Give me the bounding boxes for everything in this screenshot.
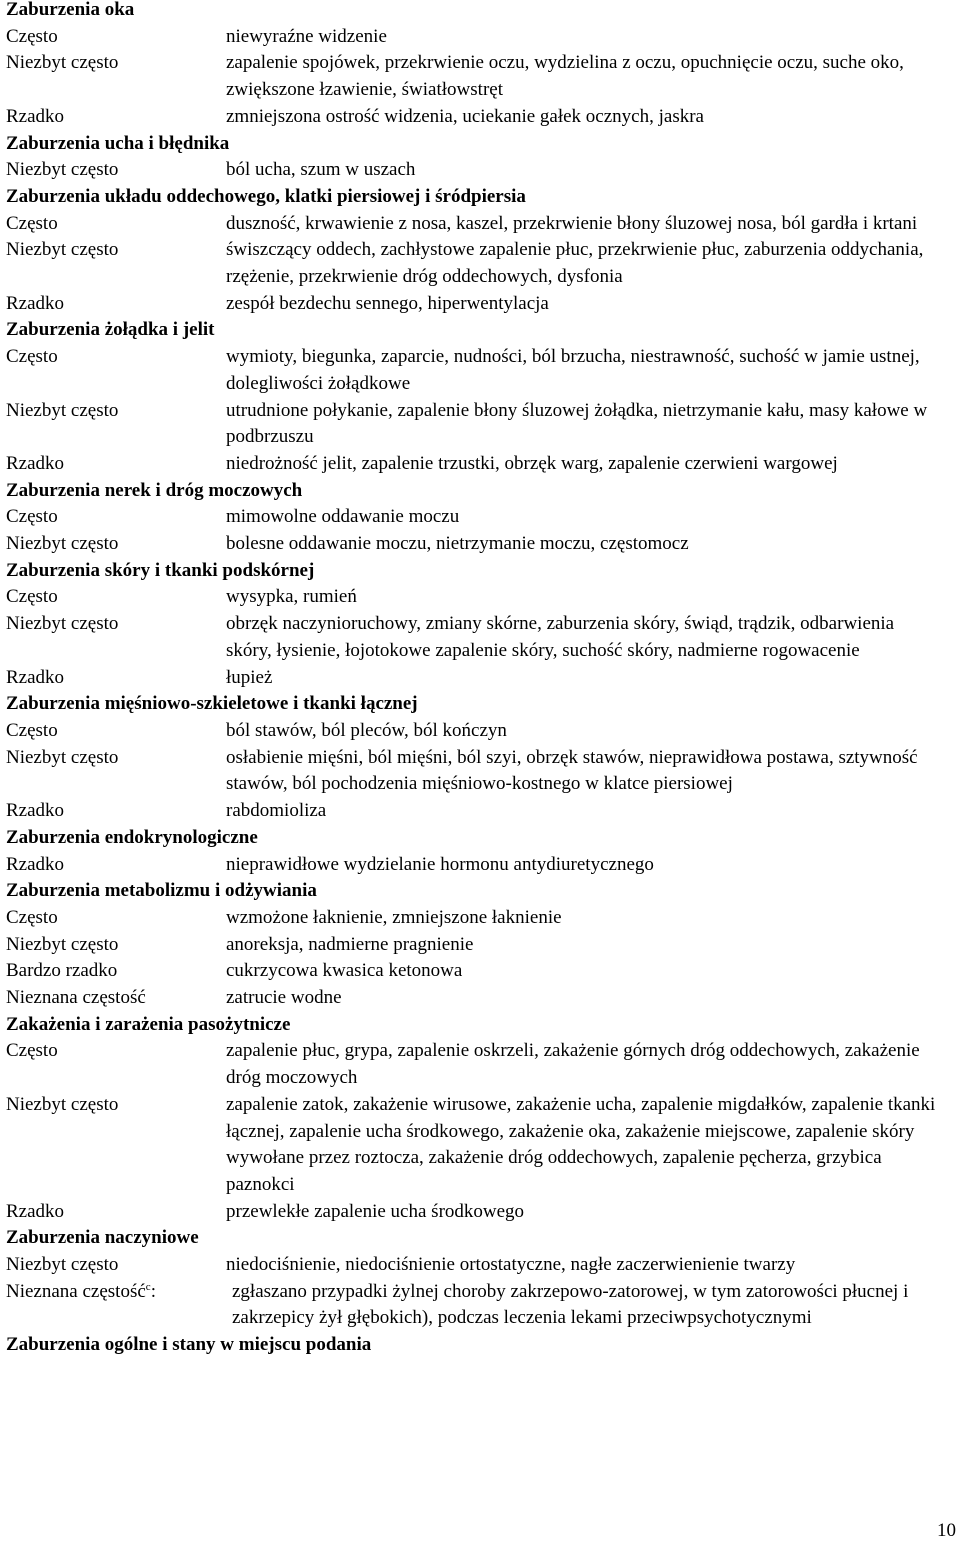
effect-row: [6, 451, 942, 478]
effect-row: [6, 1279, 942, 1332]
effect-row: [6, 745, 942, 798]
page-number: 10: [937, 1520, 956, 1541]
frequency-text: Rzadko: [6, 452, 65, 474]
frequency-text: Nieznana częstość: [6, 987, 146, 1009]
effects-text: zmniejszona ostrość widzenia, uciekanie gałek ocznych, jaskra: [226, 105, 704, 127]
effect-row: [6, 1252, 942, 1279]
effect-row: [6, 852, 942, 879]
section-heading: Zaburzenia naczyniowe: [6, 1227, 199, 1249]
section-heading: Zaburzenia oka: [6, 0, 135, 20]
section-heading: Zaburzenia metabolizmu i odżywiania: [6, 880, 317, 902]
frequency-label: [6, 211, 226, 238]
frequency-label: [6, 611, 226, 664]
effects-text: obrzęk naczynioruchowy, zmiany skórne, zaburzenia skóry, świąd, trądzik, odbarwienia skóry, łysienie, łojotokowe zapalenie skóry, suchość skóry, nadmierne rogowacenie: [226, 613, 895, 661]
section: [6, 317, 942, 477]
effects-text: osłabienie mięśni, ból mięśni, ból szyi, obrzęk stawów, nieprawidłowa postawa, sztywność stawów, ból pochodzenia mięśniowo-kostnego w klatce piersiowej: [226, 746, 918, 795]
frequency-label: [6, 718, 226, 745]
frequency-text: Często: [6, 212, 58, 234]
section-heading: Zaburzenia ucha i błędnika: [6, 132, 230, 154]
effect-row: [6, 932, 942, 959]
frequency-text: Rzadko: [6, 105, 65, 127]
frequency-label: [6, 451, 226, 478]
frequency-text: Niezbyt często: [6, 1093, 119, 1115]
section: [6, 558, 942, 692]
effects-text: zespół bezdechu sennego, hiperwentylacja: [226, 292, 549, 314]
effect-row: [6, 985, 942, 1012]
effect-row: [6, 211, 942, 238]
effects-text: nieprawidłowe wydzielanie hormonu antydiuretycznego: [226, 853, 654, 875]
section-heading: Zaburzenia endokrynologiczne: [6, 826, 258, 848]
section: [6, 691, 942, 825]
frequency-label: [6, 852, 226, 879]
effects-text: wzmożone łaknienie, zmniejszone łaknienie: [226, 906, 562, 928]
frequency-label: [6, 745, 226, 798]
section: [6, 184, 942, 318]
section: [6, 1332, 942, 1359]
effect-row: [6, 611, 942, 664]
effect-row: [6, 344, 942, 397]
section: [6, 478, 942, 558]
effects-text: zatrucie wodne: [226, 987, 342, 1009]
effects-text: przewlekłe zapalenie ucha środkowego: [226, 1200, 525, 1222]
frequency-text: Często: [6, 906, 58, 928]
effects-text: zgłaszano przypadki żylnej choroby zakrzepowo-zatorowej, w tym zatorowości płucnej i zakrzepicy żył głębokich), podczas leczenia lekami przeciwpsychotycznymi: [232, 1280, 909, 1329]
effects-text: niedociśnienie, niedociśnienie ortostatyczne, nagłe zaczerwienienie twarzy: [226, 1254, 796, 1276]
adverse-effects-list: [6, 0, 942, 1359]
effect-row: [6, 1092, 942, 1199]
effect-row: [6, 504, 942, 531]
effect-row: [6, 584, 942, 611]
frequency-label: [6, 665, 226, 692]
section-heading: Zaburzenia ogólne i stany w miejscu podania: [6, 1334, 372, 1356]
frequency-label: [6, 1038, 226, 1091]
frequency-label: [6, 798, 226, 825]
effect-row: [6, 398, 942, 451]
frequency-text: Niezbyt często: [6, 533, 119, 555]
section-heading: Zaburzenia nerek i dróg moczowych: [6, 479, 303, 501]
effects-text: ból stawów, ból pleców, ból kończyn: [226, 719, 507, 741]
frequency-label: [6, 1279, 232, 1332]
section: [6, 878, 942, 1012]
frequency-label: [6, 398, 226, 451]
effects-text: wymioty, biegunka, zaparcie, nudności, ból brzucha, niestrawność, suchość w jamie ustnej, dolegliwości żołądkowe: [226, 346, 920, 394]
effect-row: [6, 665, 942, 692]
frequency-text: Rzadko: [6, 1200, 65, 1222]
effects-text: bolesne oddawanie moczu, nietrzymanie moczu, częstomocz: [226, 533, 689, 555]
section-heading: Zaburzenia żołądka i jelit: [6, 319, 215, 341]
frequency-text: Bardzo rzadko: [6, 960, 118, 982]
effects-text: łupież: [226, 666, 273, 688]
frequency-label: [6, 1092, 226, 1199]
effect-row: [6, 1199, 942, 1226]
frequency-text: Niezbyt często: [6, 746, 119, 768]
effects-text: cukrzycowa kwasica ketonowa: [226, 960, 463, 982]
section: [6, 1225, 942, 1332]
frequency-label: [6, 504, 226, 531]
frequency-footnote-marker: c: [145, 1280, 151, 1293]
effect-row: [6, 104, 942, 131]
frequency-label: [6, 932, 226, 959]
effects-text: mimowolne oddawanie moczu: [226, 506, 460, 528]
effects-text: rabdomioliza: [226, 800, 327, 822]
effects-text: utrudnione połykanie, zapalenie błony śluzowej żołądka, nietrzymanie kału, masy kałowe w podbrzuszu: [226, 399, 928, 448]
section: [6, 131, 942, 184]
frequency-text: Rzadko: [6, 666, 65, 688]
frequency-text: Niezbyt często: [6, 239, 119, 261]
section: [6, 0, 942, 131]
frequency-text: Często: [6, 586, 58, 608]
effects-text: duszność, krwawienie z nosa, kaszel, przekrwienie błony śluzowej nosa, ból gardła i krtani: [226, 212, 918, 234]
effect-row: [6, 905, 942, 932]
frequency-label: [6, 958, 226, 985]
section: [6, 1012, 942, 1226]
frequency-label: [6, 905, 226, 932]
effects-text: ból ucha, szum w uszach: [226, 159, 416, 181]
effects-text: zapalenie spojówek, przekrwienie oczu, wydzielina z oczu, opuchnięcie oczu, suche oko, zwiększone łzawienie, światłowstręt: [226, 52, 904, 101]
frequency-label: [6, 157, 226, 184]
frequency-label: [6, 584, 226, 611]
frequency-text: Rzadko: [6, 853, 65, 875]
effect-row: [6, 24, 942, 51]
frequency-colon: :: [150, 1280, 156, 1302]
effect-row: [6, 531, 942, 558]
frequency-text: Często: [6, 719, 58, 741]
effect-row: [6, 50, 942, 103]
effects-text: świszczący oddech, zachłystowe zapalenie płuc, przekrwienie płuc, zaburzenia oddychania, rzężenie, przekrwienie dróg oddechowych, dysfonia: [226, 239, 924, 288]
frequency-text: Rzadko: [6, 292, 65, 314]
effect-row: [6, 157, 942, 184]
section-heading: Zaburzenia skóry i tkanki podskórnej: [6, 559, 315, 581]
effects-text: wysypka, rumień: [226, 586, 357, 608]
frequency-label: [6, 104, 226, 131]
effects-text: niedrożność jelit, zapalenie trzustki, obrzęk warg, zapalenie czerwieni wargowej: [226, 452, 838, 474]
effect-row: [6, 798, 942, 825]
effect-row: [6, 1038, 942, 1091]
frequency-label: [6, 1199, 226, 1226]
frequency-text: Często: [6, 506, 58, 528]
frequency-label: [6, 1252, 226, 1279]
frequency-label: [6, 985, 226, 1012]
frequency-text: Niezbyt często: [6, 159, 119, 181]
frequency-text: Niezbyt często: [6, 613, 119, 635]
frequency-text: Często: [6, 25, 58, 47]
effect-row: [6, 291, 942, 318]
frequency-label: [6, 50, 226, 103]
effect-row: [6, 718, 942, 745]
frequency-label: [6, 24, 226, 51]
section-heading: Zaburzenia układu oddechowego, klatki piersiowej i śródpiersia: [6, 185, 526, 207]
frequency-label: [6, 344, 226, 397]
frequency-text: Nieznana częstość: [6, 1280, 146, 1302]
effects-text: anoreksja, nadmierne pragnienie: [226, 933, 474, 955]
frequency-text: Często: [6, 346, 58, 368]
effects-text: zapalenie płuc, grypa, zapalenie oskrzeli, zakażenie górnych dróg oddechowych, zakażenie dróg moczowych: [226, 1040, 920, 1089]
frequency-text: Często: [6, 1040, 58, 1062]
frequency-text: Rzadko: [6, 800, 65, 822]
section-heading: Zakażenia i zarażenia pasożytnicze: [6, 1013, 291, 1035]
frequency-label: [6, 531, 226, 558]
frequency-text: Niezbyt często: [6, 52, 119, 74]
frequency-label: [6, 237, 226, 290]
frequency-text: Niezbyt często: [6, 399, 119, 421]
effect-row: [6, 237, 942, 290]
effect-row: [6, 958, 942, 985]
section: [6, 825, 942, 878]
effects-text: niewyraźne widzenie: [226, 25, 387, 47]
frequency-text: Niezbyt często: [6, 933, 119, 955]
section-heading: Zaburzenia mięśniowo-szkieletowe i tkanki łącznej: [6, 693, 418, 715]
frequency-text: Niezbyt często: [6, 1254, 119, 1276]
effects-text: zapalenie zatok, zakażenie wirusowe, zakażenie ucha, zapalenie migdałków, zapalenie tkanki łącznej, zapalenie ucha środkowego, zakażenie oka, zakażenie miejscowe, zapalenie skóry wywołane przez roztocza, zakażenie dróg oddechowych, zapalenie pęcherza, grzybica paznokci: [226, 1093, 936, 1195]
frequency-label: [6, 291, 226, 318]
